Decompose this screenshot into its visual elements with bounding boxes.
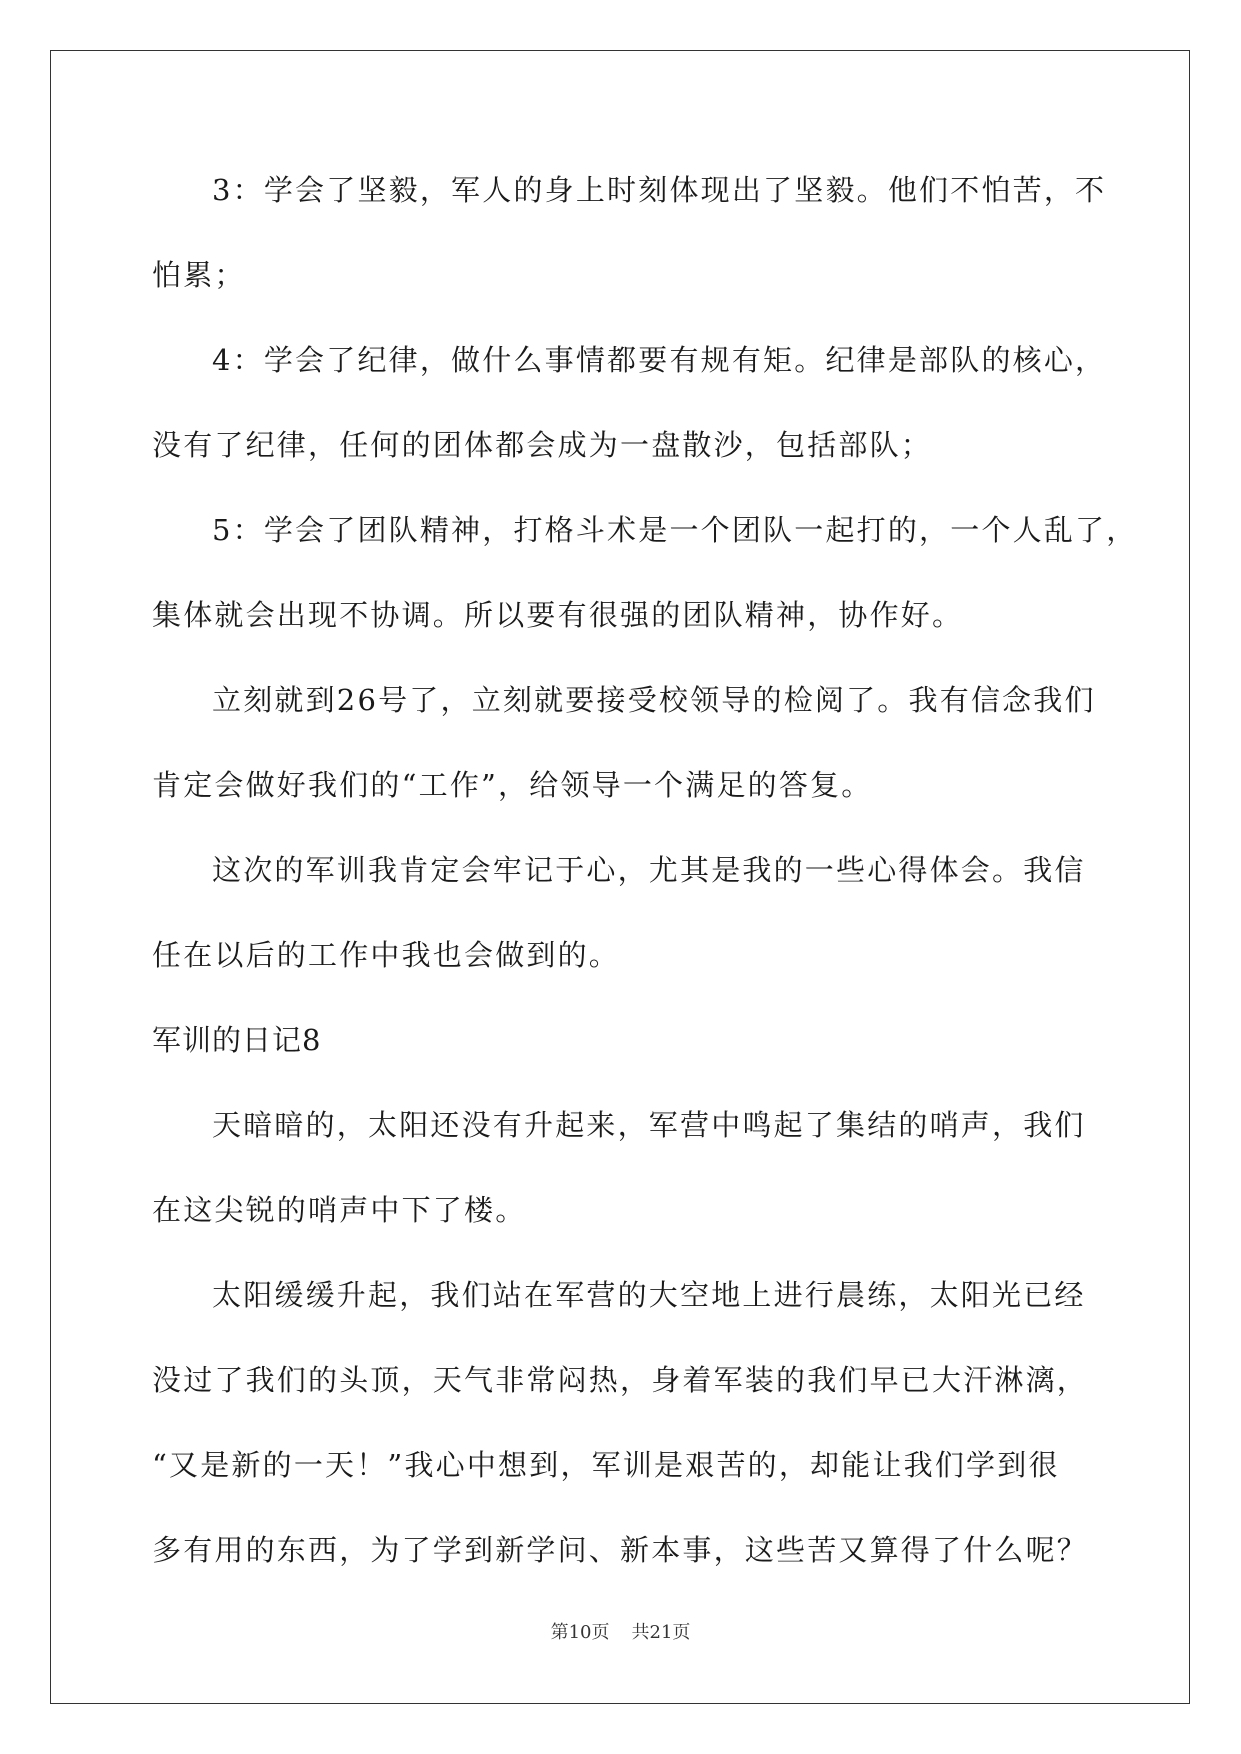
- paragraph-3-line-1: 3：学会了坚毅，军人的身上时刻体现出了坚毅。他们不怕苦，不: [212, 173, 1107, 207]
- paragraph-5-line-1: 5：学会了团队精神，打格斗术是一个团队一起打的，一个人乱了，: [212, 513, 1138, 547]
- paragraph-morning-line-1: 太阳缓缓升起，我们站在军营的大空地上进行晨练，太阳光已经: [212, 1278, 1086, 1312]
- page-footer: [0, 1618, 1241, 1644]
- paragraph-reflection-line-2: 任在以后的工作中我也会做到的。: [152, 938, 621, 972]
- page-number: 第10页: [550, 1622, 610, 1643]
- paragraph-morning-line-2: 没过了我们的头顶，天气非常闷热，身着军装的我们早已大汗淋漓，: [152, 1363, 1089, 1397]
- paragraph-4-line-2: 没有了纪律，任何的团体都会成为一盘散沙，包括部队；: [152, 428, 933, 462]
- paragraph-reflection-line-1: 这次的军训我肯定会牢记于心，尤其是我的一些心得体会。我信: [212, 853, 1086, 887]
- paragraph-3-line-2: 怕累；: [152, 258, 246, 292]
- page-total: 共21页: [631, 1622, 691, 1643]
- paragraph-morning-line-3: “又是新的一天！”我心中想到，军训是艰苦的，却能让我们学到很: [152, 1448, 1060, 1482]
- paragraph-dawn-line-1: 天暗暗的，太阳还没有升起来，军营中鸣起了集结的哨声，我们: [212, 1108, 1086, 1142]
- paragraph-morning-line-4: 多有用的东西，为了学到新学问、新本事，这些苦又算得了什么呢？: [152, 1533, 1089, 1567]
- paragraph-review-line-2: 肯定会做好我们的“工作”，给领导一个满足的答复。: [152, 768, 873, 802]
- paragraph-review-line-1: 立刻就到26号了，立刻就要接受校领导的检阅了。我有信念我们: [212, 683, 1096, 717]
- paragraph-dawn-line-2: 在这尖锐的哨声中下了楼。: [152, 1193, 527, 1227]
- section-heading: 军训的日记8: [152, 1023, 322, 1057]
- document-body: [152, 160, 1138, 1605]
- paragraph-5-line-2: 集体就会出现不协调。所以要有很强的团队精神，协作好。: [152, 598, 964, 632]
- paragraph-4-line-1: 4：学会了纪律，做什么事情都要有规有矩。纪律是部队的核心，: [212, 343, 1107, 377]
